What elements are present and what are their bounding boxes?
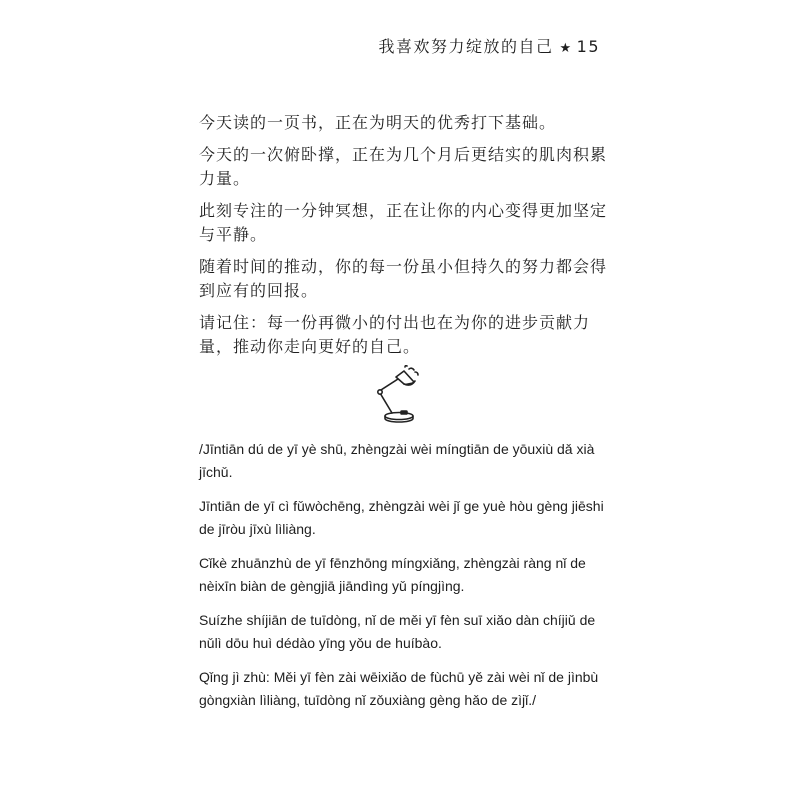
star-icon: ★ [559, 41, 573, 56]
pinyin-paragraph: Qǐng jì zhù: Měi yī fèn zài wēixiǎo de fùchū yě zài wèi nǐ de jìnbù gòngxiàn lìliàng, tuīdòng nǐ zǒuxiàng gèng hǎo de zìjǐ./ [199, 669, 599, 708]
pinyin-paragraph: /Jīntiān dú de yī yè shū, zhèngzài wèi míngtiān de yōuxiù dǎ xià jīchǔ. [199, 441, 595, 480]
chinese-paragraph: 随着时间的推动，你的每一份虽小但持久的努力都会得到应有的回报。 [199, 257, 608, 300]
chinese-paragraph: 请记住：每一份再微小的付出也在为你的进步贡献力量，推动你走向更好的自己。 [199, 313, 591, 356]
running-header [378, 34, 600, 57]
chinese-paragraph: 今天的一次俯卧撑，正在为几个月后更结实的肌肉积累力量。 [199, 145, 608, 188]
pinyin-text-block [199, 438, 619, 723]
chinese-text-block [199, 111, 619, 367]
pinyin-paragraph: Cǐkè zhuānzhù de yī fēnzhōng míngxiǎng, zhèngzài ràng nǐ de nèixīn biàn de gèngjiā jiāndìng yǔ píngjìng. [199, 555, 586, 594]
pinyin-paragraph: Suízhe shíjiān de tuīdòng, nǐ de měi yī fèn suī xiǎo dàn chíjiǔ de nǔlì dōu huì dédào yīng yǒu de huíbào. [199, 612, 596, 651]
running-header-title: 我喜欢努力绽放的自己 [378, 37, 554, 56]
chinese-paragraph: 今天读的一页书，正在为明天的优秀打下基础。 [199, 113, 557, 132]
desk-lamp-icon [368, 365, 432, 423]
chinese-paragraph: 此刻专注的一分钟冥想，正在让你的内心变得更加坚定与平静。 [199, 201, 608, 244]
page-number: 15 [576, 37, 600, 56]
pinyin-paragraph: Jīntiān de yī cì fǔwòchēng, zhèngzài wèi jǐ ge yuè hòu gèng jiēshi de jīròu jīxù lìliàng. [199, 498, 604, 537]
